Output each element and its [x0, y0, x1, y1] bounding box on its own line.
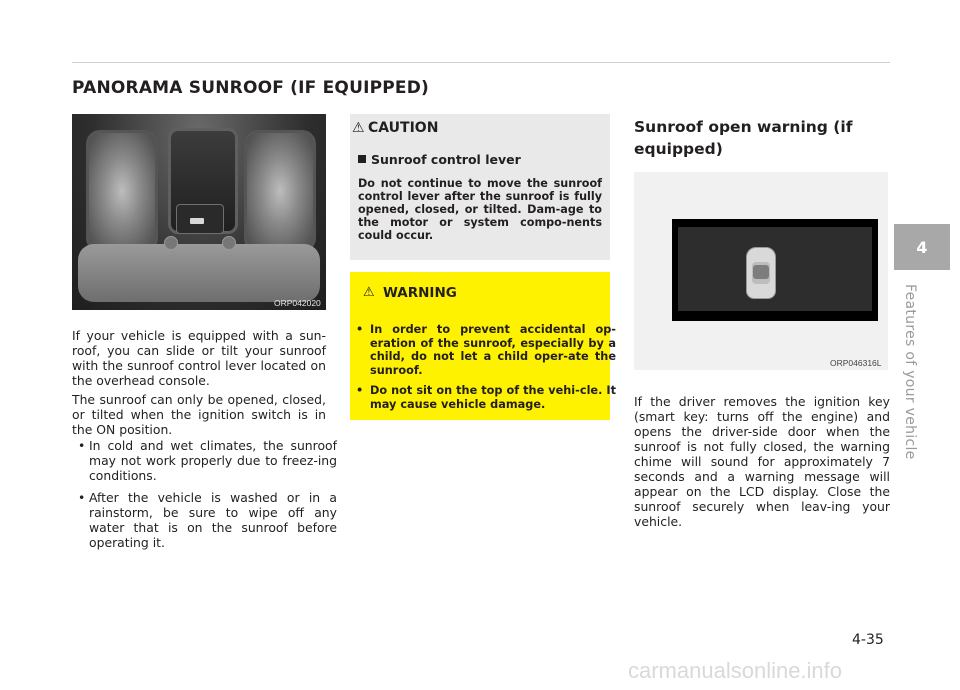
bullet-dot: • — [356, 323, 364, 336]
top-rule — [72, 62, 890, 63]
watermark: carmanualsonline.info — [628, 658, 843, 683]
photo-code: ORP042020 — [274, 298, 321, 308]
switch-indicator — [190, 218, 204, 224]
bullet-dot: • — [78, 438, 86, 453]
bullet-text: After the vehicle is washed or in a rainstorm, be sure to wipe off any water that is on the sunroof before operating it. — [89, 490, 337, 550]
warning-item-text: In order to prevent accidental op-eration of the sunroof, especially by a child, do not let a child oper-ate the sunroof. — [370, 323, 616, 377]
chapter-tab: 4 — [894, 224, 950, 270]
console-button — [222, 236, 236, 250]
chapter-label — [902, 284, 942, 564]
square-bullet-icon — [358, 155, 366, 163]
section-title: PANORAMA SUNROOF (IF EQUIPPED) — [72, 78, 430, 98]
list-item — [78, 490, 337, 550]
ignition-paragraph: The sunroof can only be opened, closed, or tilted when the ignition switch is in the ON position. — [72, 392, 326, 437]
bullet-dot: • — [78, 490, 86, 505]
console-panel — [78, 244, 320, 302]
caution-triangle-icon: ⚠ — [352, 120, 365, 136]
warning-item — [356, 323, 616, 377]
map-lamp-right — [244, 130, 316, 252]
caution-text: Do not continue to move the sunroof control lever after the sunroof is fully opened, closed, or tilted. Dam-age to the motor or system compo-nents could occur. — [358, 177, 602, 242]
bullet-dot: • — [356, 384, 364, 397]
warning-triangle-icon: ⚠ — [363, 285, 375, 300]
caution-subheading-text: Sunroof control lever — [371, 152, 521, 167]
console-button — [164, 236, 178, 250]
bullet-text: In cold and wet climates, the sunroof may not work properly due to freez-ing conditions. — [89, 438, 337, 483]
caution-subheading — [358, 152, 521, 167]
screen-code: ORP046316L — [830, 358, 882, 368]
warning-description: If the driver removes the ignition key (smart key: turns off the engine) and opens the driver-side door when the sunroof is not fully closed, the warning chime will sound for approximately 7 seconds and a warning message will appear on the LCD display. Close the sunroof securely when leav-ing your vehicle. — [634, 394, 890, 529]
intro-paragraph: If your vehicle is equipped with a sun-roof, you can slide or tilt your sunroof with the sunroof control lever located on the overhead console. — [72, 328, 326, 388]
overhead-console-photo — [72, 114, 326, 310]
open-sunroof-icon — [753, 265, 769, 279]
page-number: 4-35 — [852, 632, 884, 648]
caution-heading: CAUTION — [368, 120, 439, 136]
warning-item — [356, 384, 616, 411]
warning-item-text: Do not sit on the top of the vehi-cle. It may cause vehicle damage. — [370, 384, 616, 411]
map-lamp-left — [86, 130, 158, 252]
warning-heading: WARNING — [383, 285, 457, 301]
car-top-view-icon — [746, 247, 776, 299]
subsection-title: Sunroof open warning (if equipped) — [634, 118, 853, 158]
list-item — [78, 438, 337, 483]
chapter-label-text: Features of your vehicle — [902, 284, 918, 460]
